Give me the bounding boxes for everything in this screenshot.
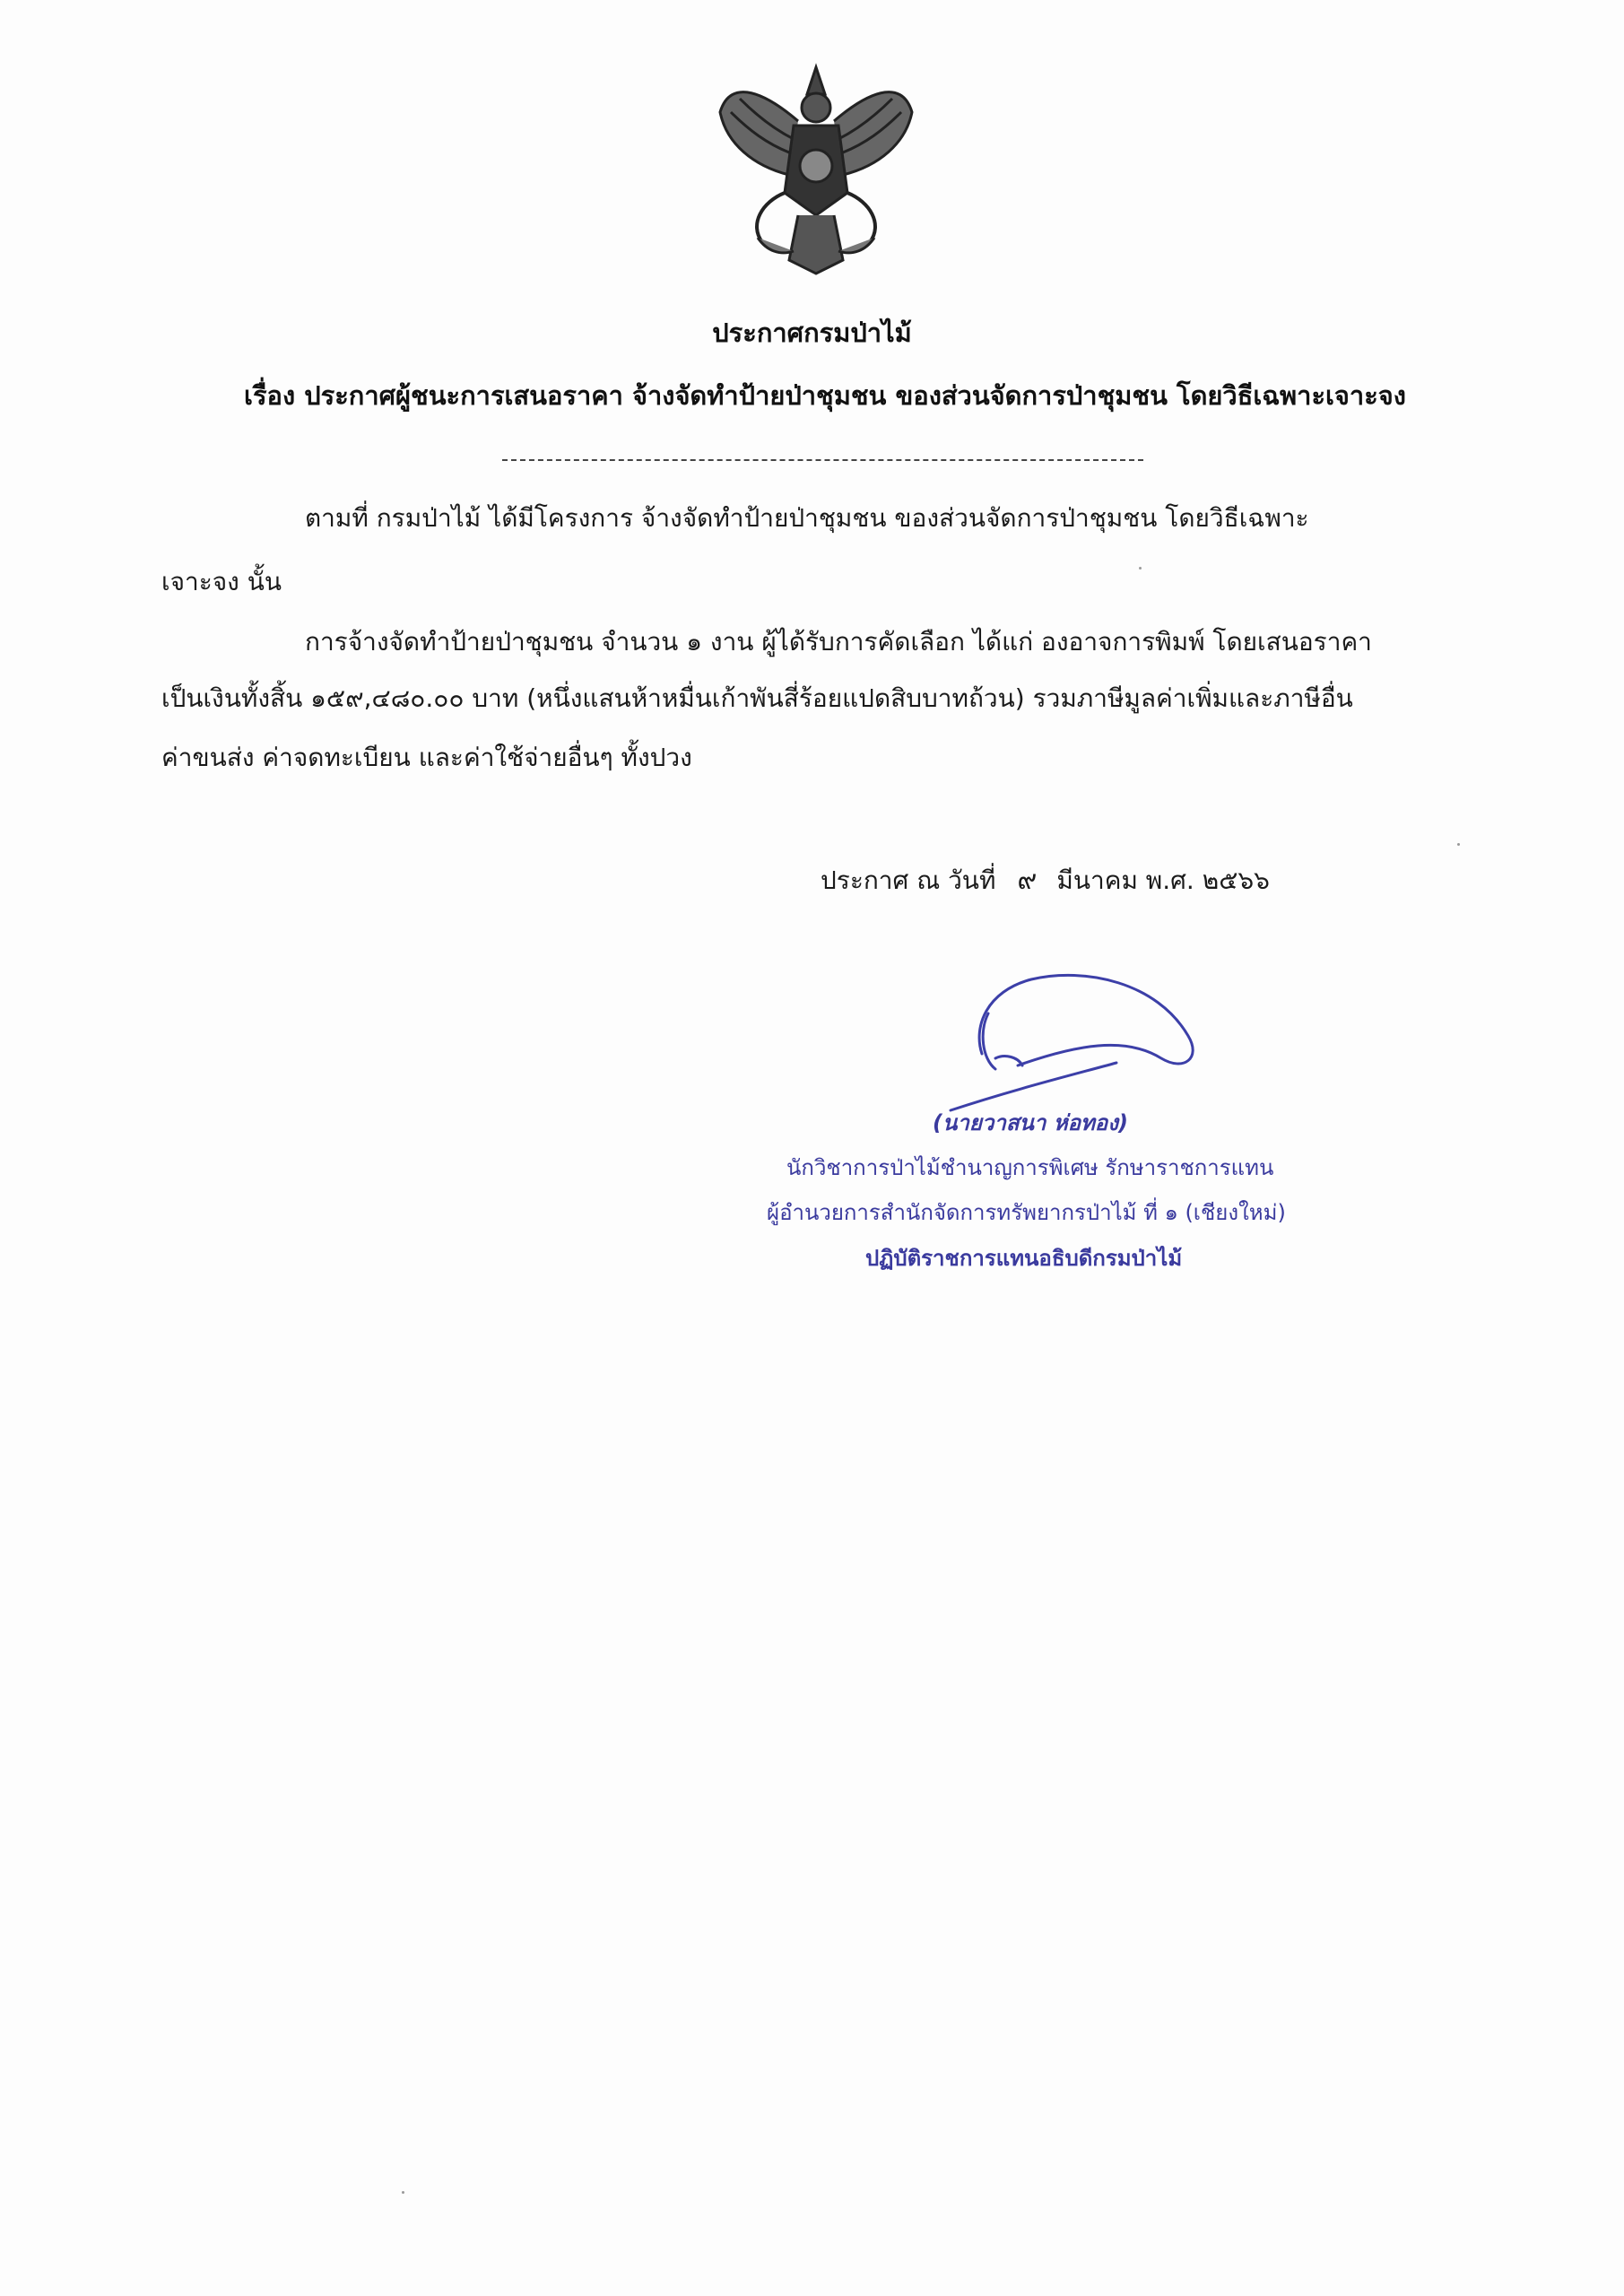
scan-speck	[1139, 567, 1142, 570]
announcement-date	[821, 859, 1270, 901]
body-paragraph-2-line-1: การจ้างจัดทำป้ายป่าชุมชน จำนวน ๑ งาน ผู้ได้รับการคัดเลือก ได้แก่ องอาจการพิมพ์ โดยเสนอราคา	[305, 627, 1372, 657]
signatory-position-2: ผู้อำนวยการสำนักจัดการทรัพยากรป่าไม้ ที่ ๑ (เชียงใหม่)	[767, 1200, 1286, 1225]
body-paragraph-2-line-2: เป็นเงินทั้งสิ้น ๑๕๙,๔๘๐.๐๐ บาท (หนึ่งแสนห้าหมื่นเก้าพันสี่ร้อยแปดสิบบาทถ้วน) รวมภาษีมูลค่าเพิ่มและภาษีอื่น	[161, 683, 1353, 713]
scan-speck	[1457, 843, 1460, 846]
announcement-subject: เรื่อง ประกาศผู้ชนะการเสนอราคา จ้างจัดทำป้ายป่าชุมชน ของส่วนจัดการป่าชุมชน โดยวิธีเฉพาะเจาะจง	[244, 380, 1406, 411]
agency-title: ประกาศกรมป่าไม้	[712, 317, 912, 348]
date-month-year: มีนาคม พ.ศ. ๒๕๖๖	[1056, 865, 1270, 895]
signatory-position-1: นักวิชาการป่าไม้ชำนาญการพิเศษ รักษาราชการแทน	[786, 1155, 1274, 1180]
handwritten-signature	[933, 960, 1229, 1112]
body-paragraph-2-line-3: ค่าขนส่ง ค่าจดทะเบียน และค่าใช้จ่ายอื่นๆ ทั้งปวง	[161, 743, 692, 772]
garuda-emblem	[713, 58, 919, 283]
title-divider	[502, 459, 1143, 461]
body-paragraph-1-line-1: ตามที่ กรมป่าไม้ ได้มีโครงการ จ้างจัดทำป้ายป่าชุมชน ของส่วนจัดการป่าชุมชน โดยวิธีเฉพาะ	[305, 503, 1309, 533]
date-prefix: ประกาศ ณ วันที่	[821, 865, 996, 895]
date-day: ๙	[1017, 865, 1038, 896]
body-paragraph-1-line-2: เจาะจง นั้น	[161, 567, 282, 596]
scan-speck	[402, 2191, 404, 2194]
signatory-position-3: ปฏิบัติราชการแทนอธิบดีกรมป่าไม้	[865, 1246, 1183, 1271]
signatory-name: (นายวาสนา ห่อทอง)	[933, 1110, 1128, 1135]
